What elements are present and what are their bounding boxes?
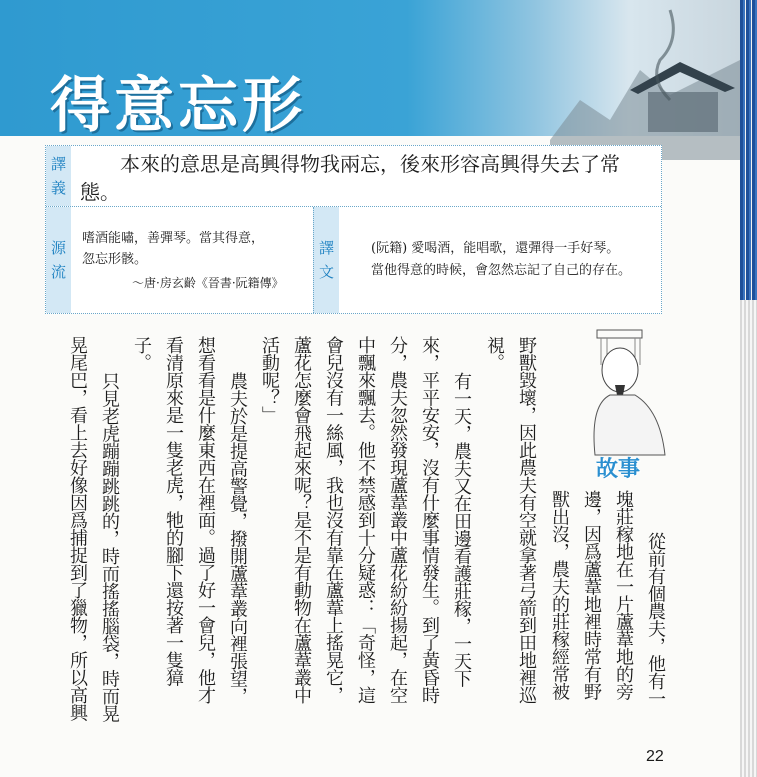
translation-line: (阮籍) 愛喝酒，能唱歌，還彈得一手好琴。 — [371, 241, 620, 256]
story-column: 塊莊稼地在一片蘆葦地的旁 — [613, 490, 634, 700]
story-column: 視。 — [484, 336, 505, 371]
story-column: 從前有個農夫，他有一 — [645, 532, 666, 707]
story-column: 分，農夫忽然發現蘆葦叢中蘆花紛紛揚起，在空 — [387, 336, 408, 704]
source-line: 忽忘形骸。 — [82, 252, 148, 267]
story-column: 會兒沒有一絲風，我也沒有靠在蘆葦上搖晃它， — [323, 336, 344, 704]
story-column: 想看看是什麼東西在裡面。過了好一會兒，他才 — [195, 336, 216, 704]
pavilion-illustration — [520, 0, 740, 160]
story-column: 中飄來飄去。他不禁感到十分疑惑：「奇怪，這 — [355, 336, 376, 704]
story-column: 只見老虎蹦蹦跳跳的，時而搖搖腦袋，時而晃 — [99, 372, 120, 722]
page-number: 22 — [646, 748, 664, 765]
story-column: 來，平平安安，沒有什麼事情發生。到了黃昏時 — [419, 336, 440, 704]
story-column: 活動呢？」 — [259, 336, 280, 424]
translation-line: 當他得意的時候，會忽然忘記了自己的存在。 — [371, 263, 632, 278]
translation-label: 譯文 — [313, 207, 339, 313]
story-column: 子。 — [131, 336, 152, 371]
definition-label: 譯義 — [46, 146, 71, 206]
story-column: 農夫於是提高警覺，撥開蘆葦叢向裡張望， — [227, 372, 248, 705]
page-edge-lower — [740, 300, 757, 777]
definition-row — [46, 146, 661, 207]
source-label: 源流 — [46, 207, 71, 313]
source-text — [82, 228, 264, 270]
story-column: 看清原來是一隻老虎，牠的腳下還按著一隻獐 — [163, 336, 184, 686]
story-column: 有一天，農夫又在田邊看護莊稼，一天下 — [451, 372, 472, 687]
story-column: 野獸毀壞，因此農夫有空就拿著弓箭到田地裡巡 — [516, 336, 537, 704]
story-column: 晃尾巴，看上去好像因爲捕捉到了獵物，所以高興 — [67, 336, 88, 721]
idiom-title: 得意忘形 — [50, 71, 306, 141]
idiom-info-table — [45, 145, 662, 314]
story-column: 獸出沒，農夫的莊稼經常被 — [549, 490, 570, 700]
emperor-illustration — [585, 325, 675, 460]
definition-text: 本來的意思是高興得物我兩忘，後來形容高興得失去了常態。 — [80, 152, 620, 204]
source-line: 嗜酒能嘯，善彈琴。當其得意， — [82, 231, 265, 246]
story-badge: 故事 — [596, 457, 641, 482]
source-citation: ～唐·房玄齡《晉書·阮籍傳》 — [132, 276, 284, 290]
translation-text — [371, 238, 631, 282]
story-column: 邊，因爲蘆葦地裡時常有野 — [581, 490, 602, 700]
story-column: 蘆花怎麼會飛起來呢？是不是有動物在蘆葦叢中 — [291, 336, 312, 704]
